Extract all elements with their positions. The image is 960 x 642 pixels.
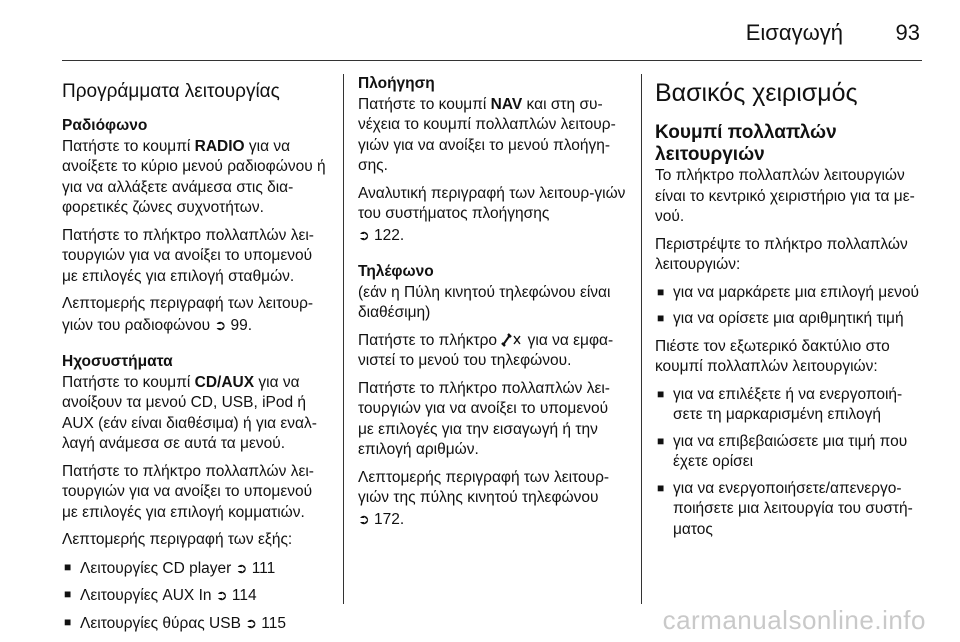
multifunction-knob-heading: Κουμπί πολλαπλών λειτουργιών <box>655 122 837 165</box>
page-ref: 111 <box>251 559 276 577</box>
list-item: ■ Λειτουργίες θύρας USB ➲ 115 <box>62 613 330 635</box>
list-item: ■ για να ορίσετε μια αριθμητική τιμή <box>655 309 923 330</box>
radio-paragraph: Πατήστε το κουμπί RADIO για να ανοίξετε το κύριο μενού ραδιοφώνου ή για να αλλάξετε ανάμεσα στις δια-φορετικές ζώνες συχνοτήτων. <box>62 137 326 216</box>
page-ref-arrow-icon: ➲ <box>215 587 228 603</box>
nav-key: NAV <box>490 95 523 113</box>
phone-key-icon <box>501 333 523 347</box>
knob-paragraph: Το πλήκτρο πολλαπλών λειτουργιών είναι το κεντρικό χειριστήριο για τα με-νού. <box>655 167 915 225</box>
phone-paragraph: Πατήστε το πλήκτρο πολλαπλών λει-τουργιών για να ανοίξει το υπομενού με επιλογές για την εισαγωγή ή την επιλογή αριθμών. <box>358 379 610 458</box>
page-ref: 114 <box>231 587 257 604</box>
header-rule <box>62 60 922 61</box>
list-item: ■ Λειτουργίες CD player ➲ 111 <box>62 558 330 580</box>
column-left <box>62 74 330 641</box>
page-ref: 172. <box>374 510 405 528</box>
page-number: 93 <box>895 20 920 45</box>
header-title: Εισαγωγή <box>745 20 843 45</box>
page-ref: 115 <box>261 614 287 632</box>
page-ref-arrow-icon: ➲ <box>245 614 257 631</box>
section-title: Προγράμματα λειτουργίας <box>62 81 280 102</box>
list-item: ■ για να επιβεβαιώσετε μια τιμή που έχετε ορίσει <box>655 432 923 473</box>
audio-paragraph: Πατήστε το πλήκτρο πολλαπλών λει-τουργιών για να ανοίξει το υπομενού με επιλογές για επιλογή κομματιών. <box>62 462 314 521</box>
phone-paragraph: (εάν η Πύλη κινητού τηλεφώνου είναι διαθέσιμη) <box>358 283 611 321</box>
page-ref: 122. <box>374 226 405 244</box>
list-item: ■ για να ενεργοποιήσετε/απενεργο-ποιήσετε μια λειτουργία του συστή-ματος <box>655 479 923 541</box>
list-item: ■ για να μαρκάρετε μια επιλογή μενού <box>655 283 923 304</box>
knob-paragraph: Πιέστε τον εξωτερικό δακτύλιο στο κουμπί πολλαπλών λειτουργιών: <box>655 337 890 375</box>
cd-aux-key: CD/AUX <box>194 373 255 391</box>
audio-list <box>62 558 330 635</box>
chapter-title: Βασικός χειρισμός <box>655 79 858 107</box>
audio-heading: Ηχοσυστήματα <box>62 353 173 370</box>
page-ref-arrow-icon: ➲ <box>214 316 227 333</box>
nav-paragraph: Πατήστε το κουμπί NAV και στη συ-νέχεια το κουμπί πολλαπλών λειτουρ-γιών για να ανοίξει το μενού πλοήγη-σης. <box>358 95 616 174</box>
list-item: ■ για να επιλέξετε ή να ενεργοποιή-σετε τη μαρκαρισμένη επιλογή <box>655 385 923 426</box>
radio-paragraph: Πατήστε το πλήκτρο πολλαπλών λει-τουργιών για να ανοίξει το υπομενού με επιλογές για επιλογή σταθμών. <box>62 226 314 285</box>
page-ref-arrow-icon: ➲ <box>358 226 370 243</box>
nav-paragraph: Αναλυτική περιγραφή των λειτουρ-γιών του συστήματος πλοήγησης ➲ 122. <box>358 184 626 244</box>
list-item: ■ Λειτουργίες AUX In ➲ 114 <box>62 585 330 607</box>
column-middle <box>358 74 626 537</box>
audio-paragraph: Πατήστε το κουμπί CD/AUX για να ανοίξουν τα μενού CD, USB, iPod ή AUX (εάν είναι διαθέσιμα) ή για εναλ-λαγή ανάμεσα σε αυτά τα μενού. <box>62 373 317 452</box>
knob-paragraph: Περιστρέψτε το πλήκτρο πολλαπλών λειτουργιών: <box>655 235 908 273</box>
page-ref: 99. <box>230 316 253 334</box>
page-ref-arrow-icon: ➲ <box>358 510 370 527</box>
press-list <box>655 385 923 541</box>
phone-heading: Τηλέφωνο <box>358 263 434 280</box>
nav-heading: Πλοήγηση <box>358 75 435 92</box>
audio-paragraph: Λεπτομερής περιγραφή των εξής: <box>62 531 293 548</box>
column-divider <box>641 74 642 604</box>
radio-heading: Ραδιόφωνο <box>62 117 148 134</box>
column-right <box>655 74 923 547</box>
radio-key: RADIO <box>194 137 245 155</box>
phone-paragraph: Λεπτομερής περιγραφή των λειτουρ-γιών της πύλης κινητού τηλεφώνου ➲ 172. <box>358 468 610 528</box>
column-divider <box>343 74 344 604</box>
watermark: carmanualsonline.info <box>662 605 926 635</box>
phone-paragraph: Πατήστε το πλήκτρο για να εμφα-νιστεί το μενού του τηλεφώνου. <box>358 331 614 369</box>
radio-paragraph: Λεπτομερής περιγραφή των λειτουρ-γιών του ραδιοφώνου ➲ 99. <box>62 295 314 334</box>
rotate-list <box>655 283 923 330</box>
page-ref-arrow-icon: ➲ <box>235 559 248 576</box>
